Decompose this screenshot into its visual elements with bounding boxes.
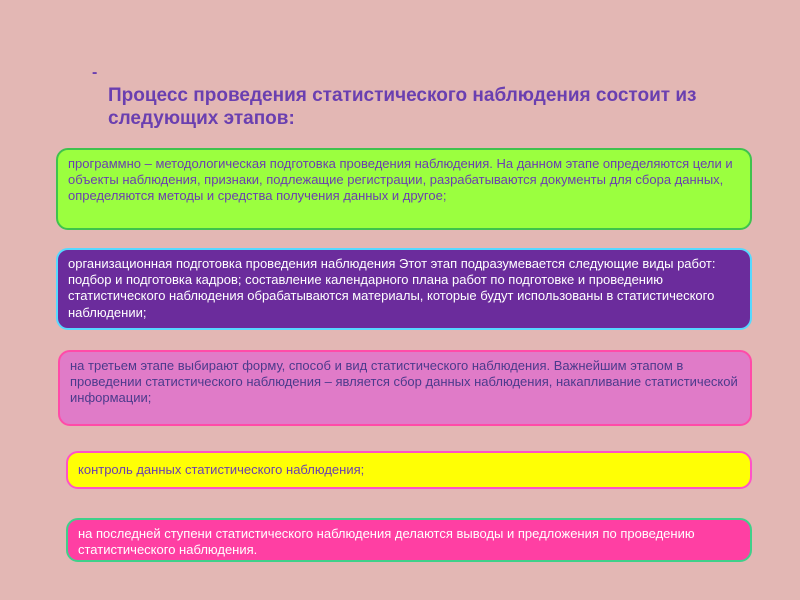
stage-text-5: на последней ступени статистического наблюдения делаются выводы и предложения по проведению статистического наблюдения. — [78, 526, 695, 558]
stage-text-1: программно – методологическая подготовка проведения наблюдения. На данном этапе определяются цели и объекты наблюдения, признаки, подлежащие регистрации, разрабатываются документы для сбора данных, определяются методы и средства получения данных и другое; — [68, 156, 733, 204]
page-title: Процесс проведения статистического наблюдения состоит из следующих этапов: — [108, 85, 697, 129]
stage-box-3 — [58, 350, 752, 426]
stage-box-2 — [56, 248, 752, 330]
stage-text-3: на третьем этапе выбирают форму, способ и вид статистического наблюдения. Важнейшим этапом в проведении статистического наблюдения – является сбор данных наблюдения, накапливание статистической информации; — [70, 358, 738, 406]
stage-text-4: контроль данных статистического наблюдения; — [78, 462, 365, 477]
stage-box-5 — [66, 518, 752, 562]
stage-box-1 — [56, 148, 752, 230]
title-bullet: - — [92, 64, 98, 81]
stage-box-4 — [66, 451, 752, 489]
stage-text-2: организационная подготовка проведения наблюдения Этот этап подразумевается следующие виды работ: подбор и подготовка кадров; составление календарного плана работ по подготовке и проведению статистического наблюдения обрабатываются материалы, которые будут использованы в статистического наблюдении; — [68, 256, 716, 320]
